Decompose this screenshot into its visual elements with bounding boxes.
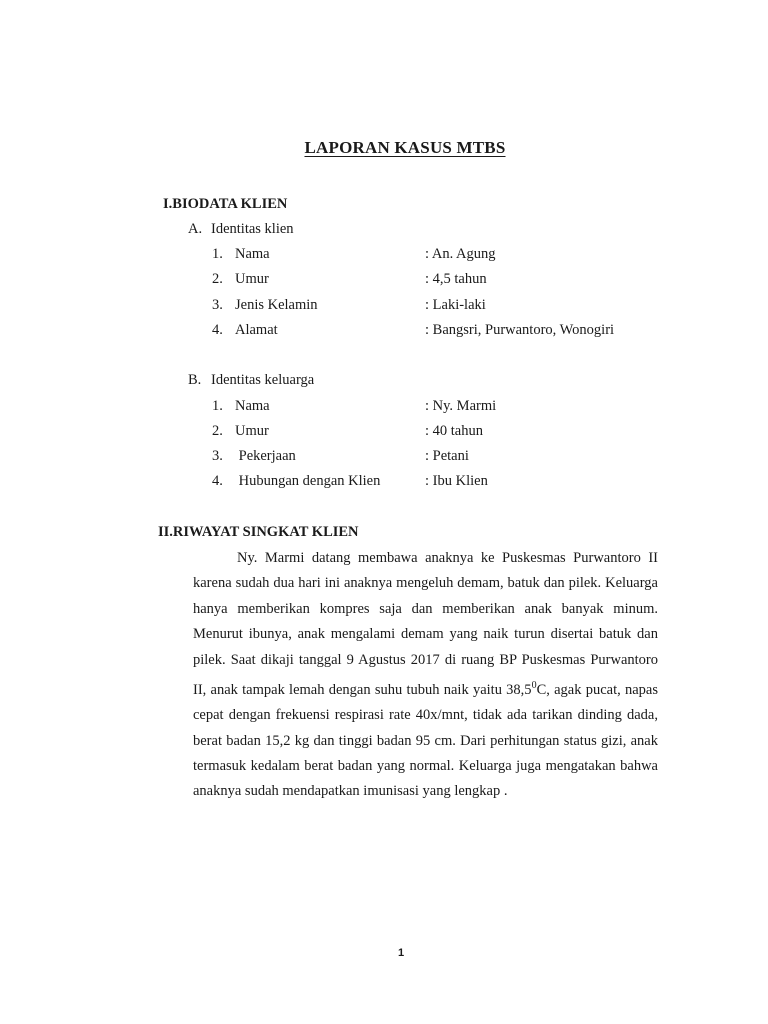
list-item: [212, 246, 692, 266]
item-number: 3.: [212, 448, 223, 464]
subsection-heading-identitas-keluarga: [188, 372, 314, 389]
subsection-heading-identitas-klien: [188, 221, 294, 238]
item-label: Jenis Kelamin: [235, 297, 318, 313]
item-number: 2.: [212, 423, 223, 439]
item-number: 1.: [212, 246, 223, 262]
subsection-letter: B.: [188, 372, 202, 388]
history-paragraph: [193, 546, 658, 805]
item-label: Pekerjaan: [235, 448, 296, 464]
item-number: 3.: [212, 297, 223, 313]
temperature-degree-superscript: 0: [531, 680, 537, 692]
item-number: 2.: [212, 271, 223, 287]
item-number: 4.: [212, 322, 223, 338]
list-item: [212, 322, 692, 342]
item-label: Hubungan dengan Klien: [235, 473, 381, 489]
item-value: : Ny. Marmi: [425, 398, 497, 414]
list-item: [212, 448, 692, 468]
paragraph-text-part1: Ny. Marmi datang membawa anaknya ke Puskesmas Purwantoro II karena sudah dua hari ini anaknya mengeluh demam, batuk dan pilek. Keluarga hanya memberikan kompres saja dan memberikan anak banyak minum. Menurut ibunya, anak mengalami demam yang naik turun disertai batuk dan pilek. Saat dikaji tanggal 9 Agustus 2017 di ruang BP Puskesmas Purwantoro II, anak tampak lemah dengan suhu tubuh naik yaitu 38,5: [193, 550, 658, 698]
item-value: : Laki-laki: [425, 297, 486, 313]
list-item: [212, 423, 692, 443]
item-value: : Bangsri, Purwantoro, Wonogiri: [425, 322, 615, 338]
item-value: : Petani: [425, 448, 469, 464]
item-label: Nama: [235, 398, 270, 414]
list-item: [212, 271, 692, 291]
document-title: LAPORAN KASUS MTBS: [304, 138, 506, 157]
section-heading-riwayat: II.RIWAYAT SINGKAT KLIEN: [158, 524, 359, 540]
item-label: Alamat: [235, 322, 278, 338]
item-value: : 40 tahun: [425, 423, 483, 439]
page-number: 1: [397, 947, 405, 959]
list-item: [212, 398, 692, 418]
item-value: : An. Agung: [425, 246, 496, 262]
item-value: : Ibu Klien: [425, 473, 488, 489]
subsection-title: Identitas klien: [211, 221, 294, 237]
list-item: [212, 473, 692, 493]
item-label: Umur: [235, 271, 269, 287]
item-label: Umur: [235, 423, 269, 439]
subsection-title: Identitas keluarga: [211, 372, 315, 388]
paragraph-text-part2: C, agak pucat, napas cepat dengan frekuensi respirasi rate 40x/mnt, tidak ada tarikan dinding dada, berat badan 15,2 kg dan tinggi badan 95 cm. Dari perhitungan status gizi, anak termasuk kedalam berat badan yang normal. Keluarga juga mengatakan bahwa anaknya sudah mendapatkan imunisasi yang lengkap .: [193, 681, 658, 800]
item-number: 1.: [212, 398, 223, 414]
section-heading-biodata: I.BIODATA KLIEN: [163, 196, 288, 212]
item-label: Nama: [235, 246, 270, 262]
item-number: 4.: [212, 473, 223, 489]
item-value: : 4,5 tahun: [425, 271, 487, 287]
subsection-letter: A.: [188, 221, 203, 237]
list-item: [212, 297, 692, 317]
